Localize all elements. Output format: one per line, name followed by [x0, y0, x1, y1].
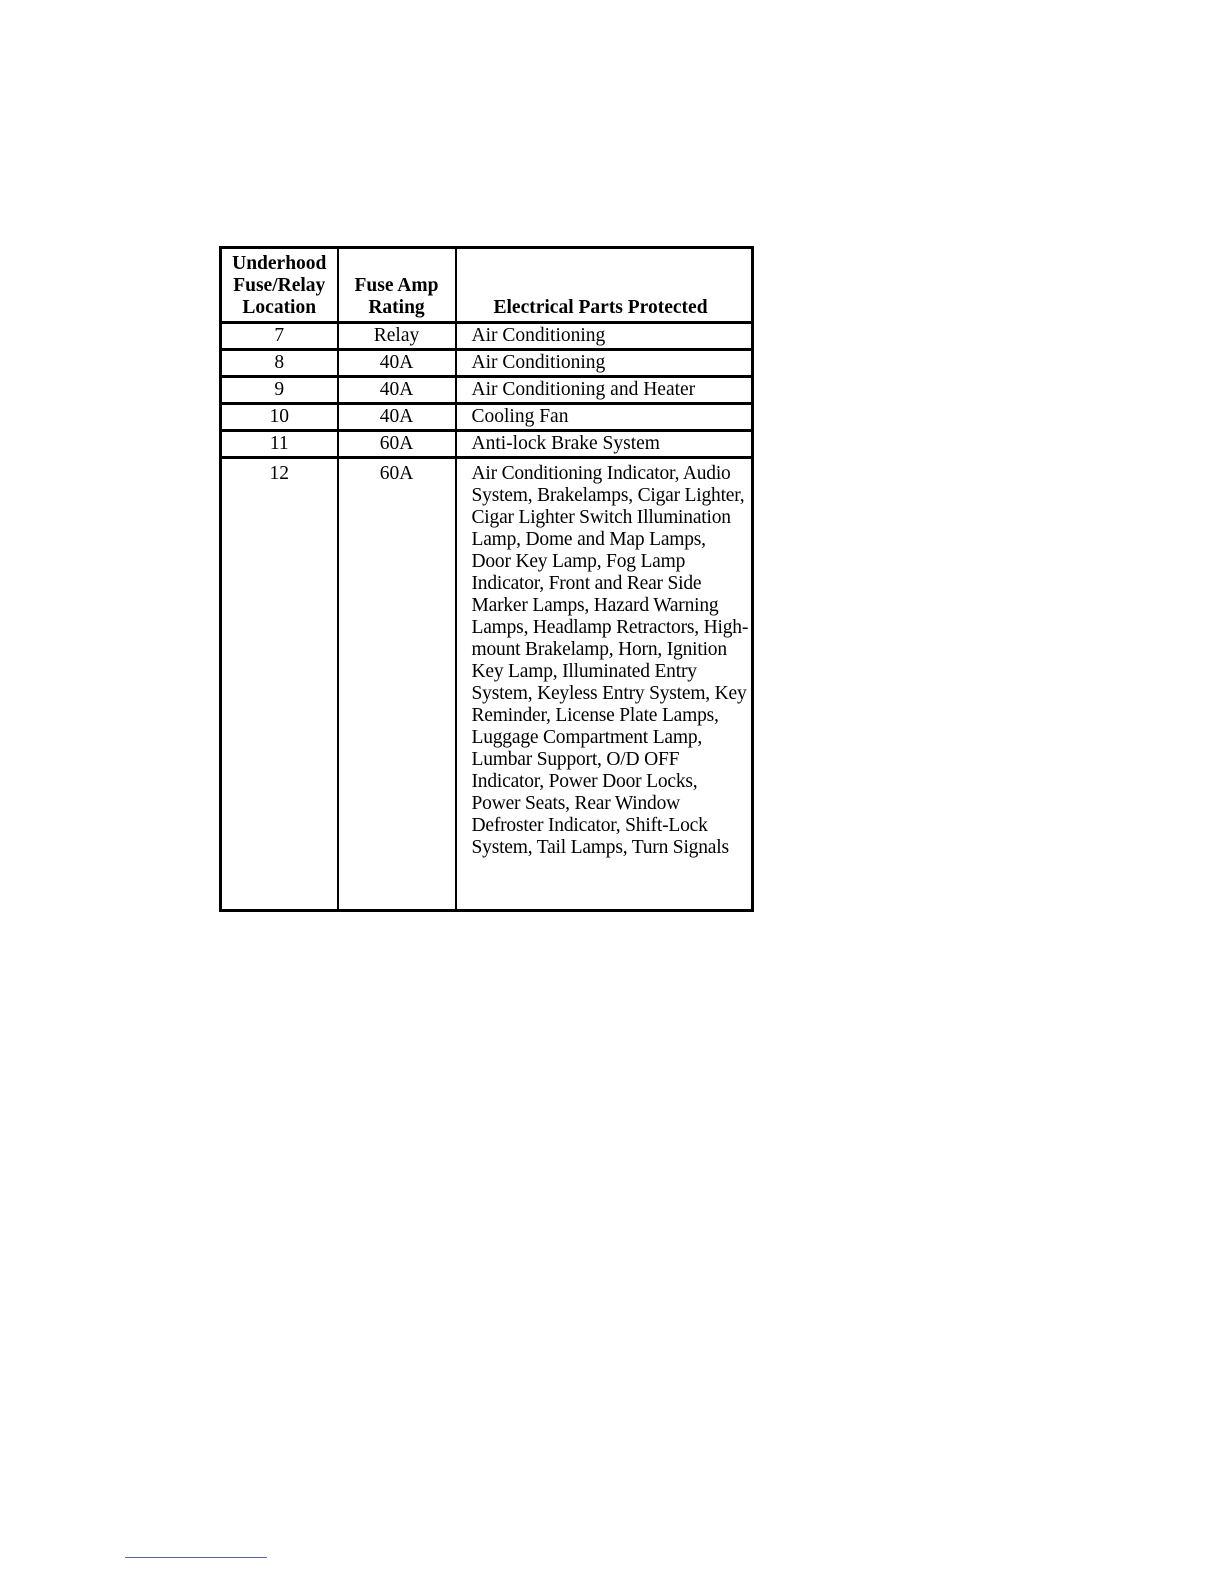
table-header-row — [221, 248, 753, 323]
location-cell: 12 — [221, 458, 338, 911]
parts-cell: Air Conditioning — [456, 350, 753, 377]
parts-cell: Cooling Fan — [456, 404, 753, 431]
location-cell: 11 — [221, 431, 338, 458]
rating-cell: 40A — [338, 350, 456, 377]
location-cell: 7 — [221, 323, 338, 350]
header-rating: Fuse Amp Rating — [338, 248, 456, 323]
table-row — [221, 323, 753, 350]
rating-cell: 40A — [338, 377, 456, 404]
table-row — [221, 350, 753, 377]
rating-cell: 40A — [338, 404, 456, 431]
parts-cell: Air Conditioning — [456, 323, 753, 350]
rating-cell: 60A — [338, 431, 456, 458]
location-cell: 10 — [221, 404, 338, 431]
table-row — [221, 377, 753, 404]
table-row — [221, 404, 753, 431]
parts-cell: Air Conditioning and Heater — [456, 377, 753, 404]
rating-cell: Relay — [338, 323, 456, 350]
parts-cell: Air Conditioning Indicator, Audio System, Brakelamps, Cigar Lighter, Cigar Lighter Switch Illumination Lamp, Dome and Map Lamps, Door Key Lamp, Fog Lamp Indicator, Front and Rear Side Marker Lamps, Hazard Warning Lamps, Headlamp Retractors, High-mount Brakelamp, Horn, Ignition Key Lamp, Illuminated Entry System, Keyless Entry System, Key Reminder, License Plate Lamps, Luggage Compartment Lamp, Lumbar Support, O/D OFF Indicator, Power Door Locks, Power Seats, Rear Window Defroster Indicator, Shift-Lock System, Tail Lamps, Turn Signals — [456, 458, 753, 911]
table-row — [221, 458, 753, 911]
footnote-divider — [125, 1557, 267, 1558]
header-location: Underhood Fuse/Relay Location — [221, 248, 338, 323]
rating-cell: 60A — [338, 458, 456, 911]
location-cell: 8 — [221, 350, 338, 377]
fuse-relay-table — [219, 246, 754, 912]
table-row — [221, 431, 753, 458]
header-parts: Electrical Parts Protected — [456, 248, 753, 323]
parts-cell: Anti-lock Brake System — [456, 431, 753, 458]
location-cell: 9 — [221, 377, 338, 404]
